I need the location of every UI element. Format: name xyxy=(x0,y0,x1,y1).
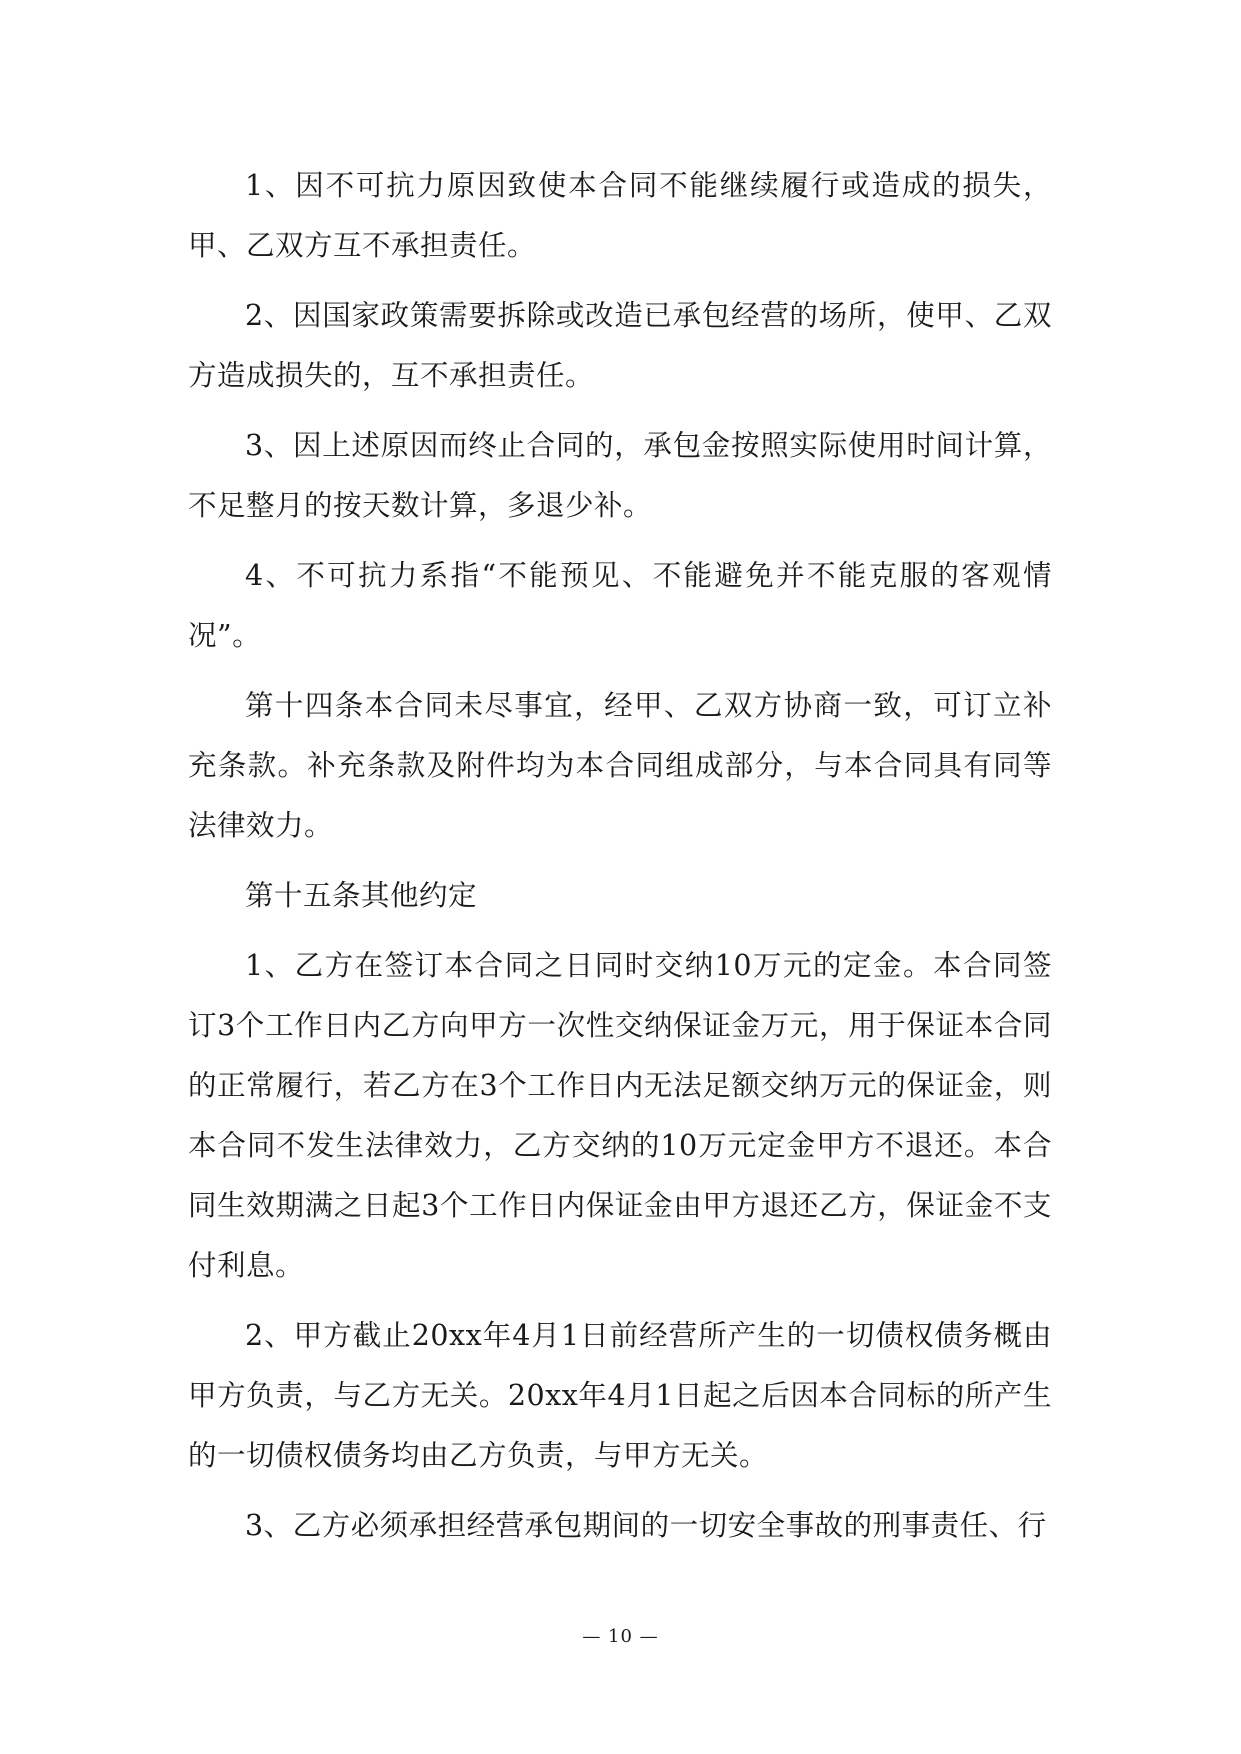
page-number: — 10 — xyxy=(582,1626,659,1647)
paragraph-force-majeure-3: 3、因上述原因而终止合同的，承包金按照实际使用时间计算，不足整月的按天数计算，多退少补。 xyxy=(188,429,1052,522)
paragraph-article-14: 第十四条本合同未尽事宜，经甲、乙双方协商一致，可订立补充条款。补充条款及附件均为本合同组成部分，与本合同具有同等法律效力。 xyxy=(188,689,1052,842)
paragraph-force-majeure-1: 1、因不可抗力原因致使本合同不能继续履行或造成的损失，甲、乙双方互不承担责任。 xyxy=(188,169,1052,262)
paragraph-other-2: 2、甲方截止20xx年4月1日前经营所产生的一切债权债务概由甲方负责，与乙方无关。20xx年4月1日起之后因本合同标的所产生的一切债权债务均由乙方负责，与甲方无关。 xyxy=(188,1319,1052,1472)
document-body xyxy=(188,156,1052,1566)
paragraph-force-majeure-2: 2、因国家政策需要拆除或改造已承包经营的场所，使甲、乙双方造成损失的，互不承担责任。 xyxy=(188,299,1052,392)
paragraph-other-1: 1、乙方在签订本合同之日同时交纳10万元的定金。本合同签订3个工作日内乙方向甲方一次性交纳保证金万元，用于保证本合同的正常履行，若乙方在3个工作日内无法足额交纳万元的保证金，则本合同不发生法律效力，乙方交纳的10万元定金甲方不退还。本合同生效期满之日起3个工作日内保证金由甲方退还乙方，保证金不支付利息。 xyxy=(188,949,1052,1282)
paragraph-article-15-heading: 第十五条其他约定 xyxy=(245,879,478,912)
paragraph-other-3: 3、乙方必须承担经营承包期间的一切安全事故的刑事责任、行 xyxy=(245,1509,1047,1542)
paragraph-force-majeure-4: 4、不可抗力系指“不能预见、不能避免并不能克服的客观情况”。 xyxy=(188,559,1052,652)
